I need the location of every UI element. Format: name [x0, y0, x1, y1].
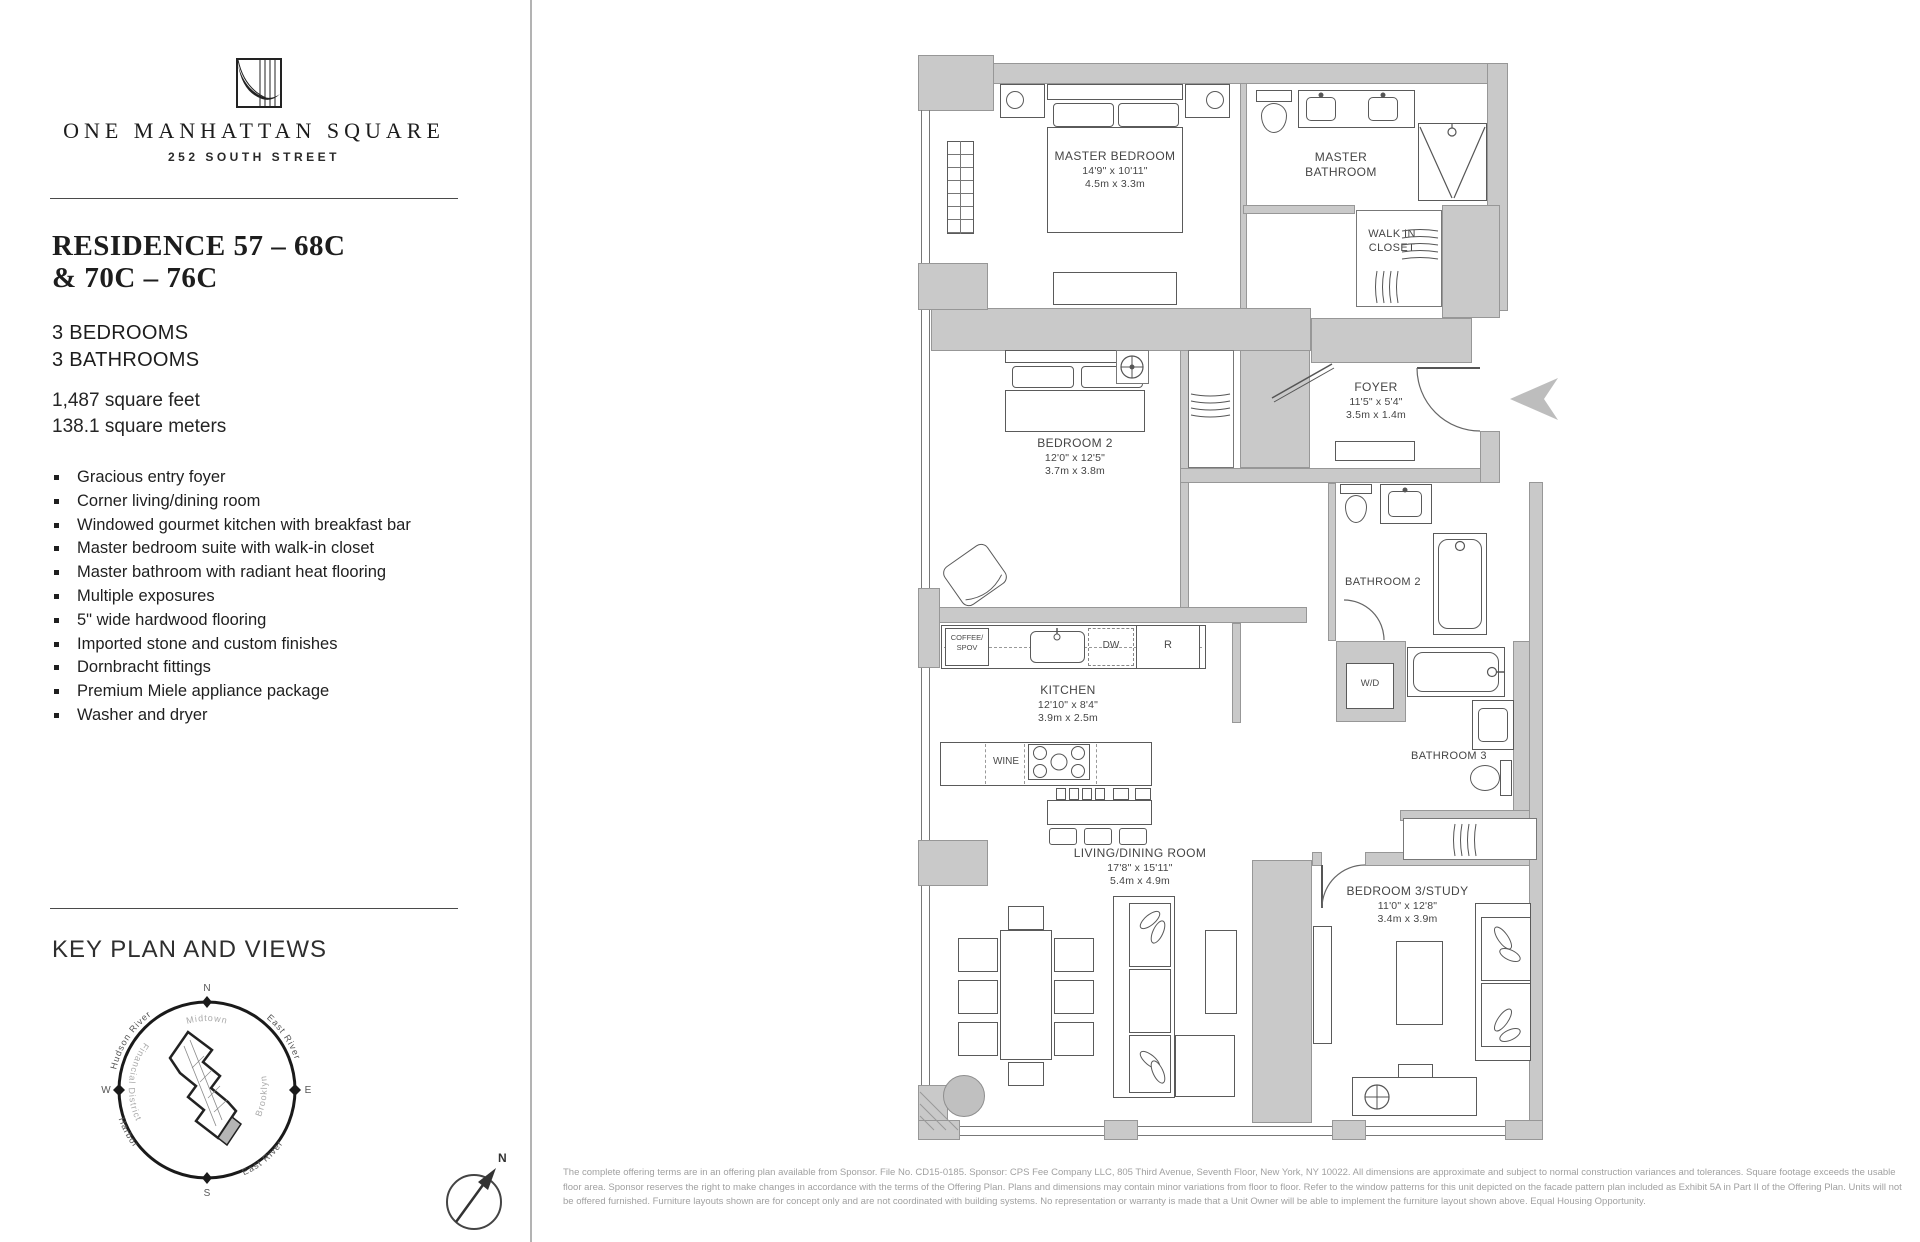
- svg-text:Midtown: [185, 1013, 229, 1026]
- room-label-living-dining: LIVING/DINING ROOM 17'8" x 15'11" 5.4m x 4.9m: [1073, 846, 1207, 887]
- brand-address: 252 SOUTH STREET: [167, 150, 341, 164]
- bar-stool-1: [1049, 828, 1077, 845]
- feature-item: Gracious entry foyer: [52, 466, 442, 490]
- residence-title-line2: & 70C – 76C: [52, 262, 218, 295]
- west-marker-icon: [113, 1084, 125, 1096]
- bath3-sink: [1478, 708, 1508, 742]
- master-shower: [1418, 123, 1487, 201]
- breakfast-bar: [1047, 800, 1152, 825]
- residence-title: [52, 230, 452, 295]
- island-divider-3: [1096, 744, 1097, 784]
- label-midtown: Midtown: [185, 1012, 229, 1026]
- north-compass: [442, 1146, 512, 1236]
- lamp-right: [1206, 91, 1224, 109]
- master-bed-headboard: [1047, 84, 1183, 100]
- wall-living-bedroom3: [1252, 860, 1312, 1123]
- feature-item: Dornbracht fittings: [52, 656, 442, 680]
- compass-e-label: E: [304, 1085, 312, 1096]
- feature-item: 5" wide hardwood flooring: [52, 609, 442, 633]
- toilet-tank-bath2: [1340, 484, 1372, 494]
- window-band-bottom-outer: [931, 1126, 1543, 1127]
- washer-dryer-label: W/D: [1360, 678, 1380, 689]
- bar-stool-3: [1119, 828, 1147, 845]
- room-label-master-bathroom: MASTER BATHROOM: [1305, 150, 1377, 179]
- master-bed-pillow-right: [1118, 103, 1179, 127]
- wine-fridge-label: WINE: [992, 756, 1020, 767]
- kitchen-sink: [1030, 631, 1085, 663]
- label-brooklyn: Brooklyn: [253, 1074, 270, 1118]
- sofa-cushion-1: [1129, 903, 1171, 967]
- coffee-speed-oven-label: COFFEE/ SPOV: [950, 633, 984, 652]
- feature-item: Windowed gourmet kitchen with breakfast bar: [52, 514, 442, 538]
- master-sink-right: [1368, 97, 1398, 121]
- walk-in-closet-room: [1356, 210, 1442, 307]
- room-label-bathroom2: BATHROOM 2: [1345, 576, 1421, 588]
- room-label-bathroom3: BATHROOM 3: [1411, 750, 1487, 762]
- lamp-left: [1006, 91, 1024, 109]
- area-square-feet: 1,487 square feet: [52, 390, 200, 411]
- column-bottom-1: [918, 1120, 960, 1140]
- window-band-bottom-inner: [931, 1135, 1543, 1136]
- room-label-bedroom3: BEDROOM 3/STUDY 11'0" x 12'8" 3.4m x 3.9m: [1346, 884, 1469, 925]
- residence-title-line1: RESIDENCE 57 – 68C: [52, 230, 346, 262]
- wall-foyer-north: [1311, 318, 1472, 363]
- bedroom2-armchair: [941, 541, 1010, 609]
- wall-bath-south: [1243, 205, 1355, 214]
- bedroom2-closet: [1188, 350, 1234, 468]
- bedrooms-count: 3 BEDROOMS: [52, 322, 189, 344]
- daybed-cushion-1: [1481, 917, 1531, 981]
- island-knob-6: [1135, 788, 1151, 800]
- dining-chair-r3: [1054, 1022, 1094, 1056]
- room-label-foyer: FOYER 11'5" x 5'4" 3.5m x 1.4m: [1346, 380, 1406, 421]
- toilet-bowl-bath2: [1345, 495, 1367, 523]
- svg-text:Financial District: [127, 1041, 151, 1123]
- daybed-cushion-2: [1481, 983, 1531, 1047]
- east-marker-icon: [289, 1084, 301, 1096]
- island-knob-4: [1095, 788, 1105, 800]
- svg-text:East River: [240, 1138, 285, 1177]
- room-label-kitchen: KITCHEN 12'10" x 8'4" 3.9m x 2.5m: [1037, 683, 1099, 724]
- wall-top: [993, 63, 1507, 84]
- area-square-meters: 138.1 square meters: [52, 415, 227, 437]
- entry-arrow-icon: [1510, 378, 1558, 420]
- island-knob-3: [1082, 788, 1092, 800]
- dining-chair-l3: [958, 1022, 998, 1056]
- cooktop: [1028, 744, 1090, 780]
- dining-chair-bottom: [1008, 1062, 1044, 1086]
- structural-column: [943, 1075, 985, 1117]
- toilet-tank-master: [1256, 90, 1292, 102]
- sofa-cushion-3: [1129, 1035, 1171, 1093]
- svg-text:Brooklyn: [253, 1075, 269, 1118]
- south-marker-icon: [202, 1172, 212, 1184]
- wall-foyer-west: [1240, 350, 1310, 468]
- island-knob-5: [1113, 788, 1129, 800]
- divider-keyplan: [50, 908, 458, 909]
- bedroom3-ottoman: [1396, 941, 1443, 1025]
- wall-right-outer: [1529, 482, 1543, 1123]
- toilet-bowl-master: [1261, 103, 1287, 133]
- residence-specs: [52, 320, 199, 374]
- wall-right-of-closet: [1442, 205, 1500, 318]
- feature-item: Imported stone and custom finishes: [52, 633, 442, 657]
- compass-n-label: N: [203, 983, 211, 994]
- column-left-2: [918, 588, 940, 668]
- bath2-tub-inner: [1438, 539, 1482, 629]
- wall-topleft-block: [918, 55, 994, 111]
- dining-chair-l1: [958, 938, 998, 972]
- feature-item: Premium Miele appliance package: [52, 680, 442, 704]
- svg-text:East River: [265, 1012, 303, 1061]
- label-east-river-bottom: East River: [240, 1138, 286, 1178]
- dining-table: [1000, 930, 1052, 1060]
- legal-disclaimer: The complete offering terms are in an offering plan available from Sponsor. File No. CD15-0185. Sponsor: CPS Fee Company LLC, 805 Third Avenue, Seventh Floor, New York, NY 10022. All dimensions are approximate and subject to normal construction variances and tolerances. Square footage exceeds the usable floor area. Sponsor reserves the right to make changes in accordance with the terms of the Offering Plan. Plans and dimensions may contain minor variations from floor to floor. Refer to the window patterns for this unit depicted on the facade pattern plan included as Exhibit 5A in Part II of the Offering Plan. Units will not be offered furnished. Furniture layouts shown are for concept only and are not coordinated with building systems. No representation or warranty is made that a Unit Owner will be able to implement the furniture layout shown above. Equal Housing Opportunity.: [563, 1167, 1902, 1208]
- column-bottom-4: [1505, 1120, 1543, 1140]
- column-left-3: [918, 840, 988, 886]
- dining-chair-r2: [1054, 980, 1094, 1014]
- room-label-master-bedroom: MASTER BEDROOM 14'9" x 10'11" 4.5m x 3.3m: [1054, 149, 1176, 190]
- toilet-bowl-bath3: [1470, 765, 1500, 791]
- bedroom3-closet: [1403, 818, 1537, 860]
- coffee-table: [1205, 930, 1237, 1014]
- dining-chair-l2: [958, 980, 998, 1014]
- island-knob-2: [1069, 788, 1079, 800]
- page-divider: [530, 0, 532, 1242]
- ceiling-fixture-box: [1116, 350, 1149, 384]
- wall-kitchen-north: [931, 607, 1307, 623]
- keyplan-diagram: [100, 980, 314, 1198]
- column-bottom-3: [1332, 1120, 1366, 1140]
- bedroom2-pillow-left: [1012, 366, 1074, 388]
- label-financial-district: Financial District: [126, 1041, 151, 1123]
- sofa-cushion-2: [1129, 969, 1171, 1033]
- svg-text:Hudson River: [108, 1009, 153, 1071]
- foyer-console: [1335, 441, 1415, 461]
- shelf-divider: [960, 141, 961, 234]
- bath2-sink: [1388, 491, 1422, 517]
- bedroom3-wardrobe: [1313, 926, 1332, 1044]
- brand-logo: [236, 58, 282, 108]
- sofa-chaise: [1175, 1035, 1235, 1097]
- feature-list: [52, 466, 442, 728]
- feature-item: Multiple exposures: [52, 585, 442, 609]
- dishwasher-label: DW: [1102, 640, 1120, 651]
- column-bottom-2: [1104, 1120, 1138, 1140]
- master-bedroom-bench: [1053, 272, 1177, 305]
- residence-area: [52, 388, 226, 439]
- room-label-walk-in-closet: WALK IN CLOSET: [1368, 228, 1416, 254]
- wall-mbr-south: [931, 308, 1311, 351]
- wall-hall-north: [1180, 468, 1500, 483]
- feature-item: Corner living/dining room: [52, 490, 442, 514]
- wall-kitchen-east: [1232, 623, 1241, 723]
- column-left-1: [918, 263, 988, 310]
- dining-chair-top: [1008, 906, 1044, 930]
- label-hudson-river: Hudson River: [108, 1008, 154, 1071]
- feature-item: Master bathroom with radiant heat flooring: [52, 561, 442, 585]
- wall-bathroom2-west: [1328, 483, 1336, 641]
- north-marker-icon: [202, 996, 212, 1008]
- label-harbor: Harbor: [116, 1115, 141, 1150]
- refrigerator-label: R: [1164, 639, 1172, 651]
- keyplan-heading: KEY PLAN AND VIEWS: [52, 936, 327, 963]
- toilet-tank-bath3: [1500, 760, 1512, 796]
- feature-item: Washer and dryer: [52, 704, 442, 728]
- dining-chair-r1: [1054, 938, 1094, 972]
- master-sink-left: [1306, 97, 1336, 121]
- bedroom3-desk: [1352, 1077, 1477, 1116]
- room-label-bedroom2: BEDROOM 2 12'0" x 12'5" 3.7m x 3.8m: [1037, 436, 1113, 477]
- bar-stool-2: [1084, 828, 1112, 845]
- compass-w-label: W: [101, 1085, 111, 1096]
- desk-tray: [1398, 1064, 1433, 1078]
- label-east-river-top: East River: [264, 1012, 303, 1062]
- brand-name: ONE MANHATTAN SQUARE: [63, 118, 445, 143]
- bath3-tub-inner: [1413, 652, 1499, 692]
- wall-bedroom3-north-a: [1312, 852, 1322, 866]
- compass-north-letter: N: [498, 1151, 507, 1165]
- master-bed-pillow-left: [1053, 103, 1114, 127]
- feature-item: Master bedroom suite with walk-in closet: [52, 537, 442, 561]
- divider-top: [50, 198, 458, 199]
- building-footprint: [170, 1032, 241, 1145]
- bathrooms-count: 3 BATHROOMS: [52, 349, 200, 371]
- wall-below-entry: [1480, 431, 1500, 483]
- bedroom2-bed: [1005, 390, 1145, 432]
- island-knob-1: [1056, 788, 1066, 800]
- compass-s-label: S: [203, 1188, 211, 1198]
